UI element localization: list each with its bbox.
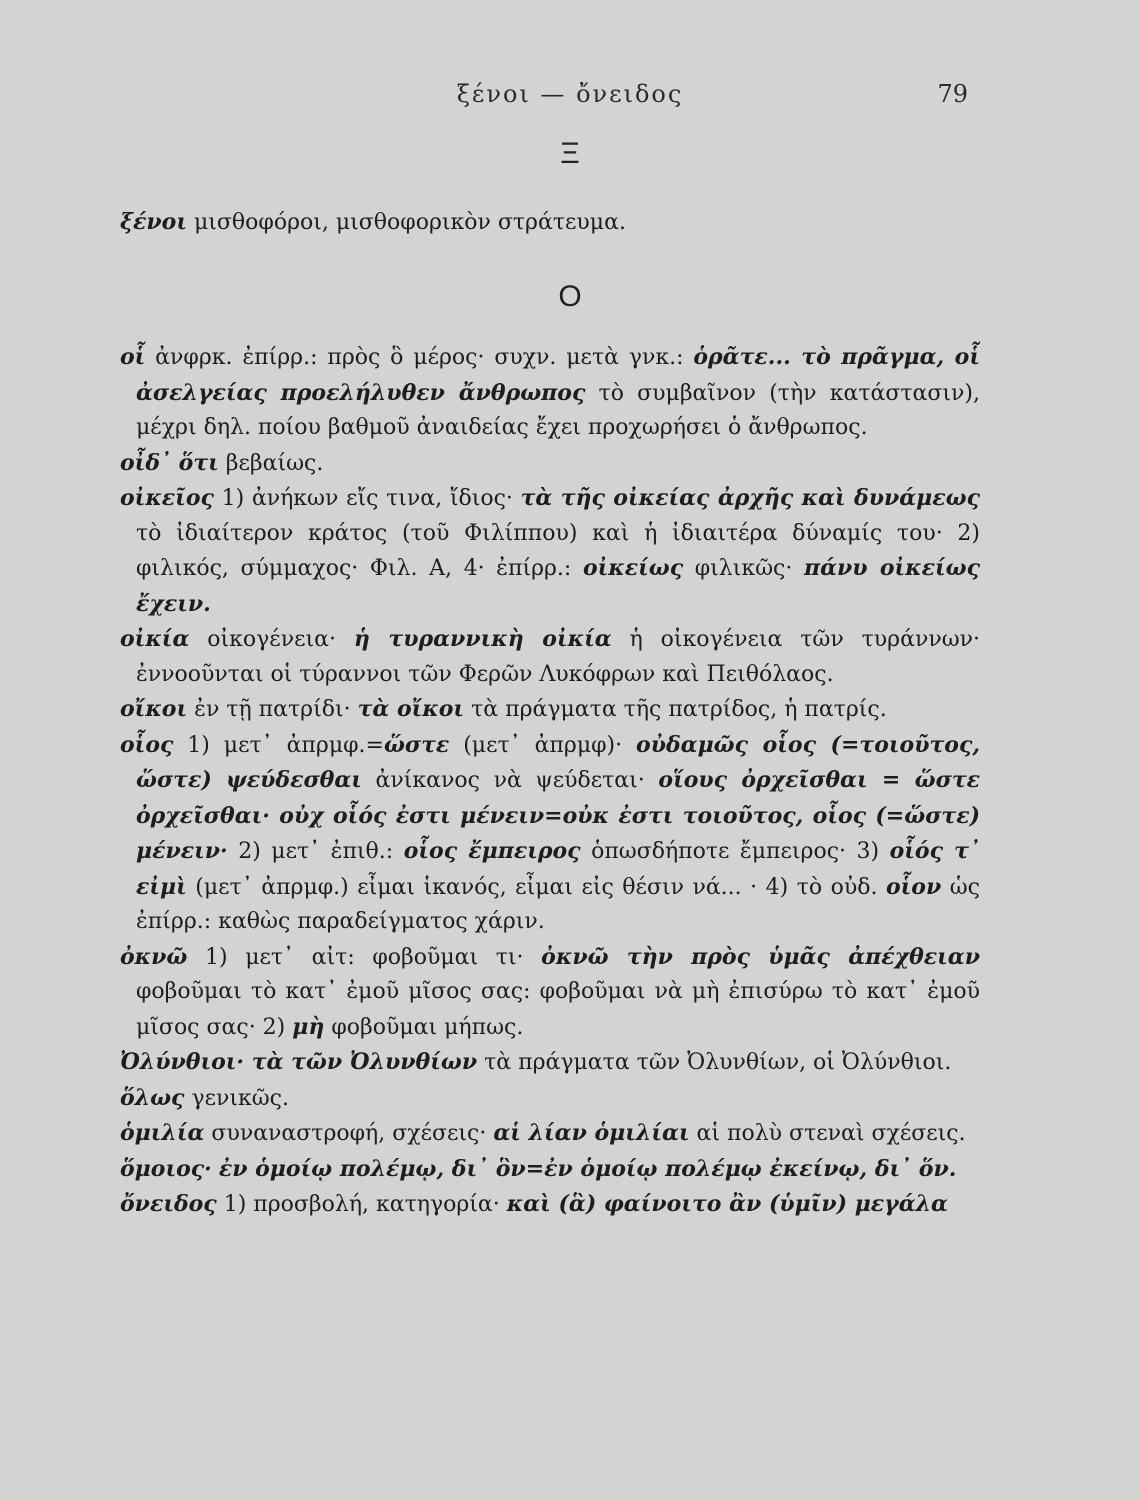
section-letter-omicron: Ο [558,280,582,313]
definition-text: 1) ἀνήκων εἴς τινα, ἴδιος· [213,486,521,511]
headword: οἷος [120,731,174,758]
example-phrase: ἡ τυραννικὴ οἰκία [353,626,612,652]
entry-okno [120,940,980,1046]
definition-text: ἀνφρκ. ἐπίρρ.: πρὸς ὃ μέρος· συχν. μετὰ γνκ.: [145,345,694,370]
entries-omicron [120,340,980,1223]
entry-oikoi [120,692,980,728]
definition-text: φοβοῦμαι μήπως. [324,1014,524,1040]
definition-text: γενικῶς. [184,1085,289,1111]
headword: οἴκοι [120,696,188,722]
definition-text [212,1157,219,1182]
definition-text: ὁπωσδήποτε ἔμπειρος· 3) [580,839,890,864]
example-phrase: οἵους ὀρχεῖσθαι = ὥστε ὀρχεῖσθαι· οὐχ οἷός ἐστι μένειν=οὐκ ἐστι τοιοῦτος, οἷος (=ὥστε) μένειν· [136,767,980,864]
entry-oikeios [120,481,980,622]
entry-oid-hoti [120,446,980,482]
example-phrase: αἱ λίαν ὁμιλίαι [493,1120,690,1146]
definition-text: μισθοφόροι, μισθοφορικὸν στράτευμα. [187,210,626,235]
definition-text: βεβαίως. [218,450,324,476]
definition-text: φιλικῶς· [683,556,804,581]
entry-holos [120,1081,980,1117]
headword: ὄνειδος [120,1191,217,1217]
entries-xi [120,205,980,241]
example-phrase: τὰ οἴκοι [357,696,465,722]
definition-text: ἀνίκανος νὰ ψεύδεται· [361,768,659,793]
definition-text: ἐν τῇ πατρίδι· [187,697,358,722]
definition-text: (μετ᾽ ἀπρμφ)· [449,732,637,758]
example-phrase: οἷός τ᾽ εἰμὶ [136,838,980,900]
example-phrase: ὥστε [383,731,450,758]
headword: ξένοι [120,209,187,235]
entry-hoios [120,728,980,940]
example-phrase: καὶ (ἃ) φαίνοιτο ἂν (ὑμῖν) μεγάλα [506,1191,948,1217]
entry-homilia [120,1116,980,1152]
headword: οἰκία [120,626,190,652]
headword: οἷ [120,344,146,370]
headword: ὁμιλία [120,1120,205,1146]
entry-oneidos [120,1187,980,1223]
section-letter-xi: Ξ [560,137,580,170]
definition-text: ἡ οἰκογένεια τῶν τυράννων· ἐννοοῦνται οἱ τύραννοι τῶν Φερῶν Λυκόφρων καὶ Πειθόλαος. [136,627,980,687]
page-number: 79 [937,80,968,108]
example-phrase: ὀκνῶ τὴν πρὸς ὑμᾶς ἀπέχθειαν [541,943,980,970]
example-phrase: ἐν ὁμοίῳ πολέμῳ, δι᾽ ὃν=ἐν ὁμοίῳ πολέμῳ ἐκείνῳ, δι᾽ ὅν. [218,1155,957,1182]
headword: οἰκεῖος [120,485,214,511]
definition-text: τὸ συμβαῖνον (τὴν κατάστασιν), μέχρι δηλ. ποίου βαθμοῦ ἀναιδείας ἔχει προχωρήσει ὁ ἄνθρωπος. [136,380,980,440]
example-phrase: οἷον [885,873,942,900]
page-header [0,72,1140,122]
definition-text: (μετ᾽ ἀπρμφ.) εἶμαι ἱκανός, εἶμαι εἰς θέσιν νά... · 4) τὸ οὐδ. [186,874,886,900]
definition-text: ὡς ἐπίρρ.: καθὼς παραδείγματος χάριν. [136,874,980,934]
definition-text: τὸ ἰδιαίτερον κράτος (τοῦ Φιλίππου) καὶ ἡ ἰδιαιτέρα δύναμίς του· 2) φιλικός, σύμμαχος· Φιλ. Α, 4· ἐπίρρ.: [136,520,980,581]
example-phrase: οὐδαμῶς οἷος (=τοιοῦτος, ὥστε) ψεύδεσθαι [136,731,980,793]
definition-text: φοβοῦμαι τὸ κατ᾽ ἐμοῦ μῖσος σας: φοβοῦμαι νὰ μὴ ἐπισύρω τὸ κατ᾽ ἐμοῦ μῖσος σας· 2) [136,979,980,1040]
definition-text: 2) μετ᾽ ἐπιθ.: [227,839,404,864]
headword: Ὀλύνθιοι· τὰ τῶν Ὀλυνθίων [120,1049,478,1075]
definition-text: 1) προσβολή, κατηγορία· [216,1192,507,1217]
entry-olynthioi [120,1045,980,1081]
example-phrase: μὴ [292,1013,325,1040]
entry-hoi [120,340,980,446]
example-phrase: οἷος ἔμπειρος [403,838,581,864]
headword: οἶδ᾽ ὅτι [120,449,219,476]
running-head: ξένοι — ὄνειδος [456,80,684,108]
example-phrase: πάνυ οἰκείως ἔχειν. [136,555,980,617]
definition-text: οἰκογένεια· [189,627,354,652]
headword: ὀκνῶ [120,943,188,970]
definition-text: τὰ πράγματα τῆς πατρίδος, ἡ πατρίς. [464,697,887,722]
definition-text: 1) μετ᾽ αἰτ: φοβοῦμαι τι· [187,944,542,970]
entry-homoios [120,1152,980,1188]
definition-text: συναναστροφή, σχέσεις· [204,1121,494,1146]
headword: ὅμοιος· [120,1155,212,1182]
example-phrase: ὁρᾶτε... τὸ πρᾶγμα, οἷ ἀσελγείας προελήλυθεν ἄνθρωπος [136,344,980,406]
example-phrase: τὰ τῆς οἰκείας ἀρχῆς καὶ δυνάμεως [520,485,981,511]
entry-xenoi [120,205,980,241]
definition-text: τὰ πράγματα τῶν Ὀλυνθίων, οἱ Ὀλύνθιοι. [477,1050,952,1075]
headword: ὅλως [120,1084,185,1111]
entry-oikia [120,622,980,692]
example-phrase: οἰκείως [582,555,684,581]
definition-text: αἱ πολὺ στεναὶ σχέσεις. [689,1121,966,1146]
definition-text: 1) μετ᾽ ἀπρμφ.= [173,732,384,758]
